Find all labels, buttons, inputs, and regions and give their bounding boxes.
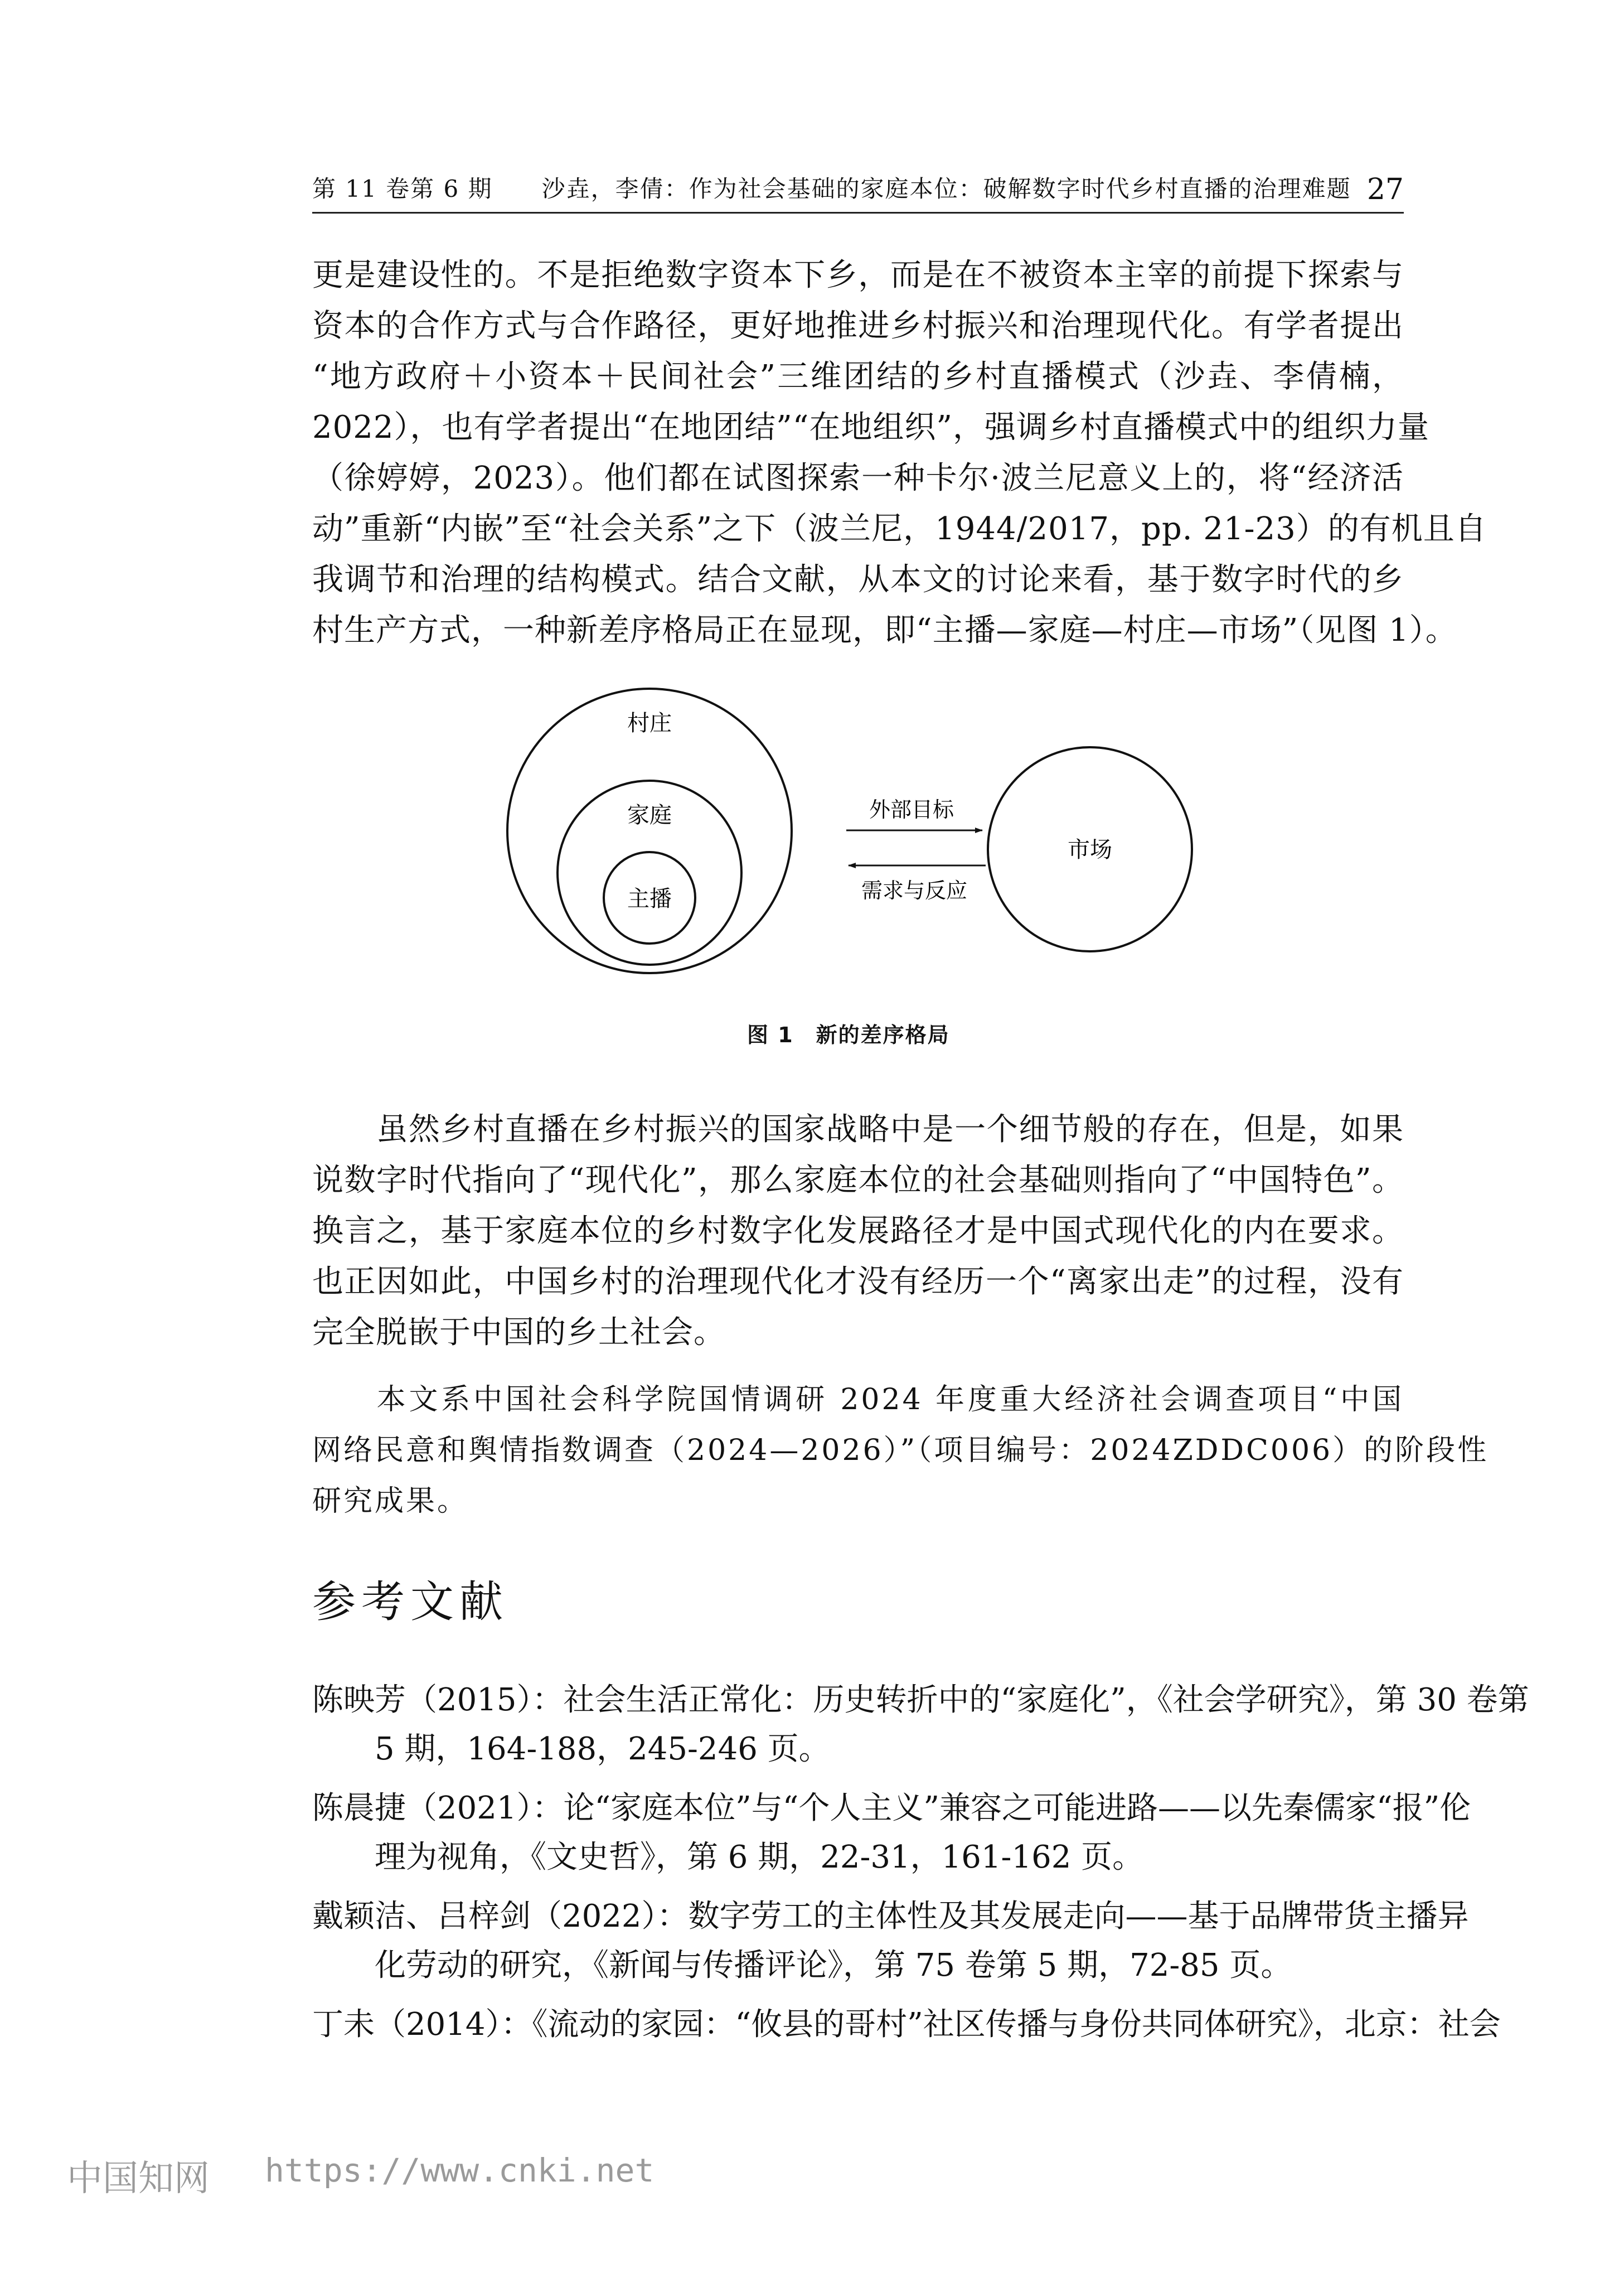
header-journal-title: 第 11 卷第 6 期 沙垚，李倩：作为社会基础的家庭本位：破解数字时代乡村直播的治理难题 [312, 175, 1351, 202]
family-label: 家庭 [627, 802, 672, 828]
paragraph-line: 2022），也有学者提出“在地团结”“在地组织”，强调乡村直播模式中的组织力量 [312, 409, 1430, 446]
reference-list [312, 1676, 1529, 2059]
arrow-top-label: 外部目标 [869, 797, 954, 822]
running-header [312, 165, 1404, 214]
reference-item [312, 1676, 1529, 1774]
cnki-watermark: 中国知网 [67, 2158, 210, 2199]
paragraph-line: “地方政府＋小资本＋民间社会”三维团结的乡村直播模式（沙垚、李倩楠， [312, 359, 1404, 395]
village-label: 村庄 [627, 710, 672, 736]
reference-line: 化劳动的研究，《新闻与传播评论》，第 75 卷第 5 期，72-85 页。 [375, 1947, 1292, 1984]
cnki-url: https://www.cnki.net [265, 2151, 655, 2189]
paragraph-line: 换言之，基于家庭本位的乡村数字化发展路径才是中国式现代化的内在要求。 [312, 1213, 1404, 1249]
paragraph-line: 我调节和治理的结构模式。结合文献，从本文的讨论来看，基于数字时代的乡 [312, 562, 1404, 598]
reference-item [312, 1892, 1469, 1990]
paragraph-line: （徐婷婷，2023）。他们都在试图探索一种卡尔·波兰尼意义上的，将“经济活 [312, 460, 1404, 496]
reference-line: 丁未（2014）：《流动的家园：“攸县的哥村”社区传播与身份共同体研究》，北京：社会 [312, 2006, 1501, 2043]
page-number: 27 [1366, 173, 1404, 206]
paragraph-line: 也正因如此，中国乡村的治理现代化才没有经历一个“离家出走”的过程，没有 [312, 1264, 1404, 1300]
reference-line: 陈映芳（2015）：社会生活正常化：历史转折中的“家庭化”，《社会学研究》，第 30 卷第 [312, 1682, 1529, 1718]
reference-line: 理为视角，《文史哲》，第 6 期，22-31，161-162 页。 [375, 1839, 1144, 1875]
paragraph-line: 研究成果。 [312, 1484, 469, 1518]
funding-note [312, 1375, 1489, 1527]
reference-line: 陈晨捷（2021）：论“家庭本位”与“个人主义”兼容之可能进路——以先秦儒家“报”伦 [312, 1790, 1471, 1826]
paragraph-2 [312, 1104, 1404, 1358]
paragraph-line: 本文系中国社会科学院国情调研 2024 年度重大经济社会调查项目“中国 [312, 1383, 1404, 1416]
reference-item [312, 1784, 1471, 1882]
paragraph-line: 网络民意和舆情指数调查（2024—2026）”（项目编号：2024ZDDC006）的阶段性 [312, 1434, 1489, 1467]
paragraph-line: 虽然乡村直播在乡村振兴的国家战略中是一个细节般的存在，但是，如果 [312, 1111, 1404, 1148]
reference-line: 5 期，164-188，245-246 页。 [375, 1731, 830, 1767]
market-label: 市场 [1068, 837, 1112, 863]
paragraph-line: 说数字时代指向了“现代化”，那么家庭本位的社会基础则指向了“中国特色”。 [312, 1162, 1404, 1198]
reference-line: 戴颖洁、吕梓剑（2022）：数字劳工的主体性及其发展走向——基于品牌带货主播异 [312, 1898, 1469, 1934]
figure-diagram [502, 683, 1199, 979]
paragraph-line: 村生产方式，一种新差序格局正在显现，即“主播—家庭—村庄—市场”（见图 1）。 [312, 612, 1457, 649]
arrow-bottom-label: 需求与反应 [861, 878, 968, 903]
paragraph-1 [312, 250, 1487, 656]
figure-caption: 图 1 新的差序格局 [747, 1023, 950, 1047]
paragraph-line: 完全脱嵌于中国的乡土社会。 [312, 1314, 725, 1351]
paragraph-line: 更是建设性的。不是拒绝数字资本下乡，而是在不被资本主宰的前提下探索与 [312, 257, 1404, 293]
reference-item [312, 2000, 1501, 2049]
paragraph-line: 资本的合作方式与合作路径，更好地推进乡村振兴和治理现代化。有学者提出 [312, 308, 1404, 344]
host-label: 主播 [627, 886, 672, 912]
references-heading: 参考文献 [312, 1577, 509, 1627]
paragraph-line: 动”重新“内嵌”至“社会关系”之下（波兰尼，1944/2017，pp. 21-23）的有机且自 [312, 511, 1487, 547]
